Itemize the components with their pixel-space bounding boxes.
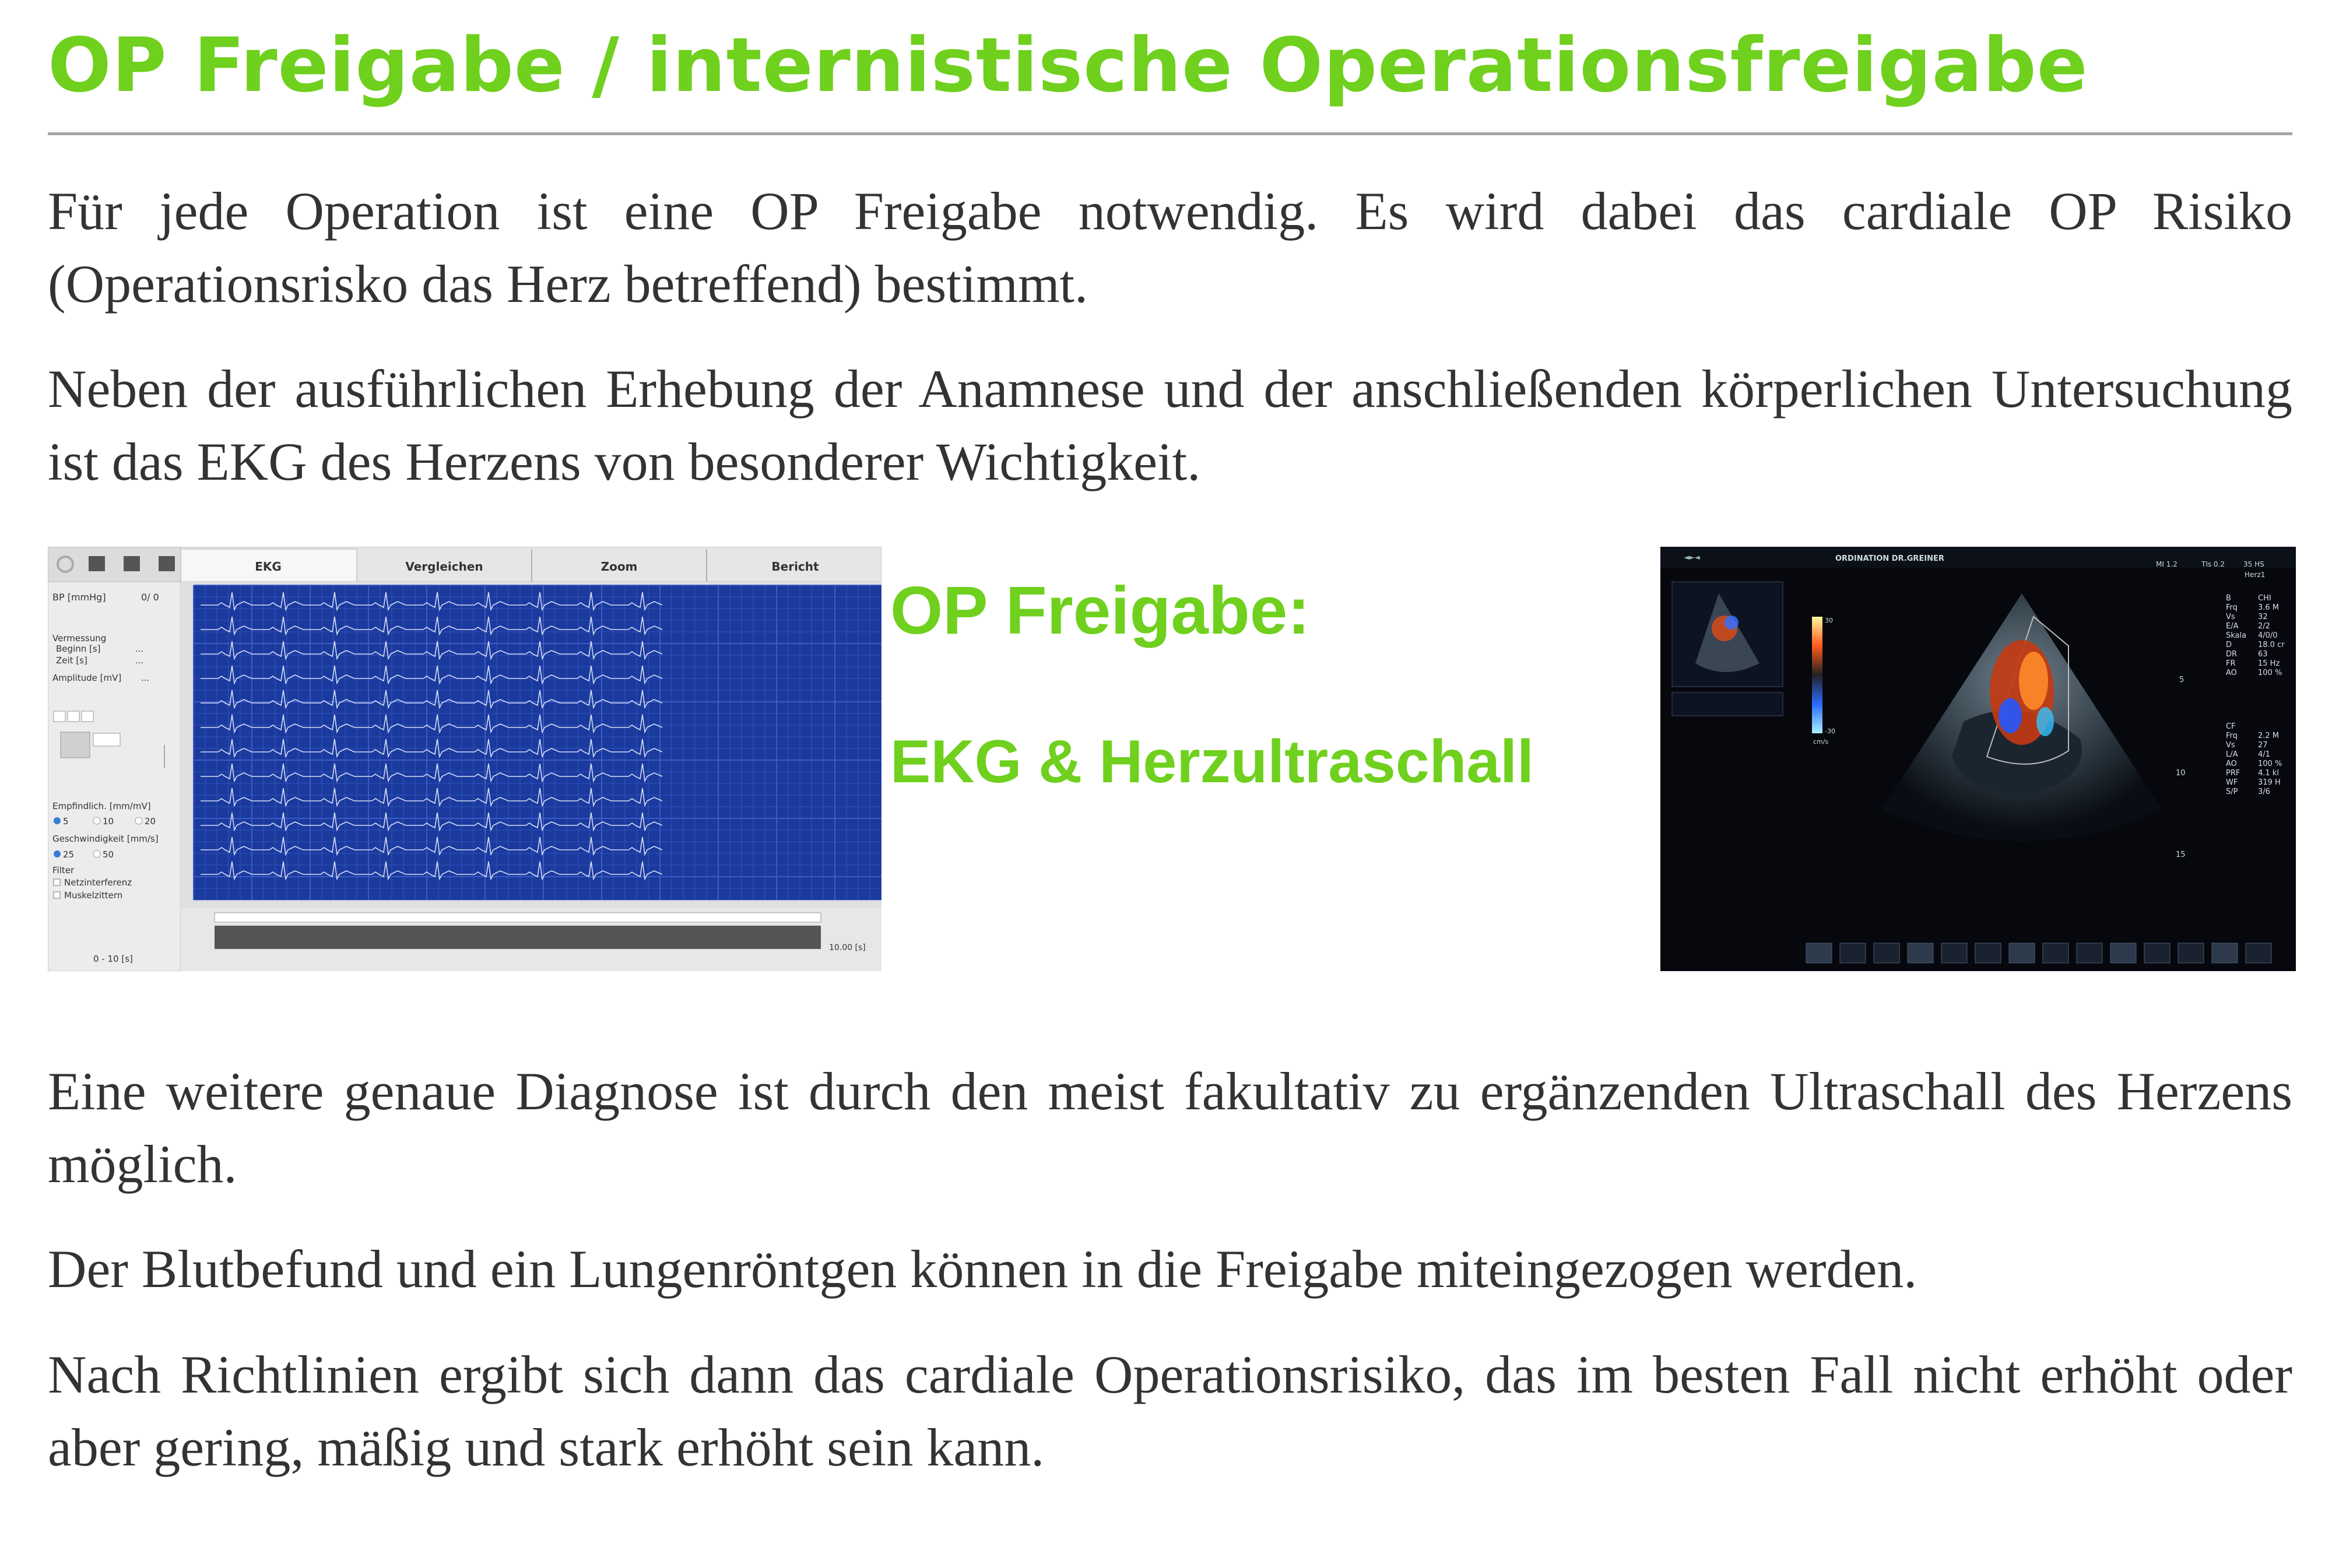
svg-text:B: B (2226, 594, 2231, 603)
svg-text:2/2: 2/2 (2258, 622, 2270, 631)
svg-text:S/P: S/P (2226, 787, 2238, 796)
svg-text:-30: -30 (1825, 727, 1835, 735)
echo-screenshot (1660, 547, 2296, 971)
svg-text:25: 25 (63, 849, 75, 860)
svg-text:cm/s: cm/s (1813, 738, 1829, 746)
car-icon (159, 556, 175, 571)
svg-text:18.0 cr: 18.0 cr (2258, 641, 2285, 649)
tab-zoom: Zoom (600, 560, 638, 574)
vermessung-label: Vermessung (52, 633, 107, 644)
toolbar-icons (48, 547, 181, 582)
svg-text:100 %: 100 % (2258, 669, 2282, 677)
svg-text:...: ... (141, 673, 150, 683)
print-icon (89, 556, 105, 571)
tab-bericht: Bericht (771, 560, 819, 574)
svg-text:4.1 kl: 4.1 kl (2258, 769, 2279, 778)
svg-text:Frq: Frq (2226, 732, 2238, 740)
svg-text:10: 10 (103, 816, 114, 827)
echo-thumbnail (2212, 943, 2238, 963)
color-scale (1812, 617, 1822, 733)
svg-text:100 %: 100 % (2258, 760, 2282, 768)
paragraph-op-freigabe: Für jede Operation ist eine OP Freigabe notwendig. Es wird dabei das cardiale OP Risiko (Operationsrisko das Herz betreffend) bestimmt. (48, 181, 2292, 314)
svg-text:Skala: Skala (2226, 631, 2247, 640)
paragraph-ekg: Neben der ausführlichen Erhebung der Anamnese und der anschließenden körperlichen Untersuchung ist das EKG des Herzens von besonderer Wichtigkeit. (48, 359, 2292, 491)
zeit-label: Zeit [s] (56, 655, 87, 666)
svg-text:5: 5 (63, 816, 69, 827)
svg-text:63: 63 (2258, 650, 2268, 659)
echo-thumbnail (2077, 943, 2102, 963)
svg-text:AO: AO (2226, 669, 2237, 677)
svg-text:20: 20 (145, 816, 156, 827)
filter-label: Filter (52, 865, 75, 876)
time-slider[interactable] (215, 926, 821, 949)
highlight-title: OP Freigabe: (890, 572, 1310, 648)
time-end-label: 10.00 [s] (829, 943, 866, 952)
svg-text:Muskelzittern: Muskelzittern (64, 890, 123, 901)
svg-text:15: 15 (2176, 850, 2186, 859)
tab-ekg: EKG (255, 560, 282, 574)
svg-text:CHI: CHI (2258, 594, 2271, 603)
svg-text:27: 27 (2258, 741, 2268, 750)
svg-text:2.2 M: 2.2 M (2258, 732, 2280, 740)
bp-label: BP [mmHg] (52, 592, 106, 603)
highlight-subtitle: EKG & Herzultraschall (890, 728, 1534, 796)
echo-thumbnail (2246, 943, 2271, 963)
svg-text:E/A: E/A (2226, 622, 2239, 631)
ecg-grid (181, 582, 881, 950)
svg-text:...: ... (135, 655, 144, 666)
svg-text:Herz1: Herz1 (2245, 571, 2266, 579)
paragraph-ultraschall: Eine weitere genaue Diagnose ist durch den meist fakultativ zu ergänzenden Ultraschall des Herzens möglich. (48, 1061, 2292, 1194)
geschwindigkeit-label: Geschwindigkeit [mm/s] (52, 834, 159, 844)
svg-text:AO: AO (2226, 760, 2237, 768)
echo-header: ORDINATION DR.GREINER (1835, 554, 1944, 563)
svg-text:D: D (2226, 641, 2232, 649)
svg-text:Vs: Vs (2226, 741, 2235, 750)
svg-text:Frq: Frq (2226, 603, 2238, 612)
svg-text:CF: CF (2226, 722, 2236, 731)
svg-text:Vs: Vs (2226, 613, 2235, 621)
beginn-label: Beginn [s] (56, 644, 101, 654)
svg-text:WF: WF (2226, 778, 2238, 787)
echo-logo: ◄►◄ (1684, 553, 1700, 561)
svg-text:3/6: 3/6 (2258, 787, 2270, 796)
svg-text:...: ... (135, 644, 144, 654)
color-doppler-jet (1990, 640, 2054, 745)
svg-text:3.6 M: 3.6 M (2258, 603, 2280, 612)
svg-text:PRF: PRF (2226, 769, 2240, 778)
svg-text:30: 30 (1825, 617, 1833, 624)
time-range-label: 0 - 10 [s] (93, 954, 133, 964)
page-title: OP Freigabe / internistische Operationsfreigabe (48, 22, 2088, 109)
svg-text:32: 32 (2258, 613, 2268, 621)
svg-text:5: 5 (2179, 676, 2185, 684)
svg-text:DR: DR (2226, 650, 2238, 659)
svg-text:50: 50 (103, 849, 114, 860)
svg-text:4/0/0: 4/0/0 (2258, 631, 2278, 640)
svg-text:4/1: 4/1 (2258, 750, 2270, 759)
ecg-screenshot (48, 547, 881, 971)
echo-thumbnail (2043, 943, 2068, 963)
echo-thumbnail (2144, 943, 2170, 963)
svg-text:35 HS: 35 HS (2243, 560, 2264, 568)
svg-text:10: 10 (2176, 769, 2186, 778)
echo-thumbnail (1874, 943, 1899, 963)
empfindlich-label: Empfindlich. [mm/mV] (52, 801, 151, 811)
svg-text:Netzinterferenz: Netzinterferenz (64, 877, 132, 888)
svg-text:FR: FR (2226, 659, 2236, 668)
bp-value: 0/ 0 (141, 592, 159, 603)
amplitude-label: Amplitude [mV] (52, 673, 122, 683)
echo-thumbnail (2178, 943, 2204, 963)
patient-icon (124, 556, 140, 571)
echo-thumbnail (1975, 943, 2001, 963)
paragraph-blutbefund: Der Blutbefund und ein Lungenröntgen können in die Freigabe miteingezogen werden. (48, 1239, 1917, 1299)
echo-thumbnail (1840, 943, 1866, 963)
echo-thumbnail (1806, 943, 1832, 963)
svg-text:L/A: L/A (2226, 750, 2238, 759)
svg-text:15 Hz: 15 Hz (2258, 659, 2280, 668)
svg-text:TIs 0.2: TIs 0.2 (2201, 560, 2225, 568)
paragraph-risiko: Nach Richtlinien ergibt sich dann das cardiale Operationsrisiko, das im besten Fall nicht erhöht oder aber gering, mäßig und stark erhöht sein kann. (48, 1345, 2292, 1477)
echo-thumbnail (2009, 943, 2035, 963)
echo-thumbnail (2110, 943, 2136, 963)
svg-text:MI 1.2: MI 1.2 (2156, 560, 2178, 568)
tab-vergleichen: Vergleichen (405, 560, 483, 574)
svg-text:319 H: 319 H (2258, 778, 2281, 787)
echo-thumbnail (1941, 943, 1967, 963)
echo-thumbnail (1908, 943, 1933, 963)
title-divider (48, 132, 2292, 135)
